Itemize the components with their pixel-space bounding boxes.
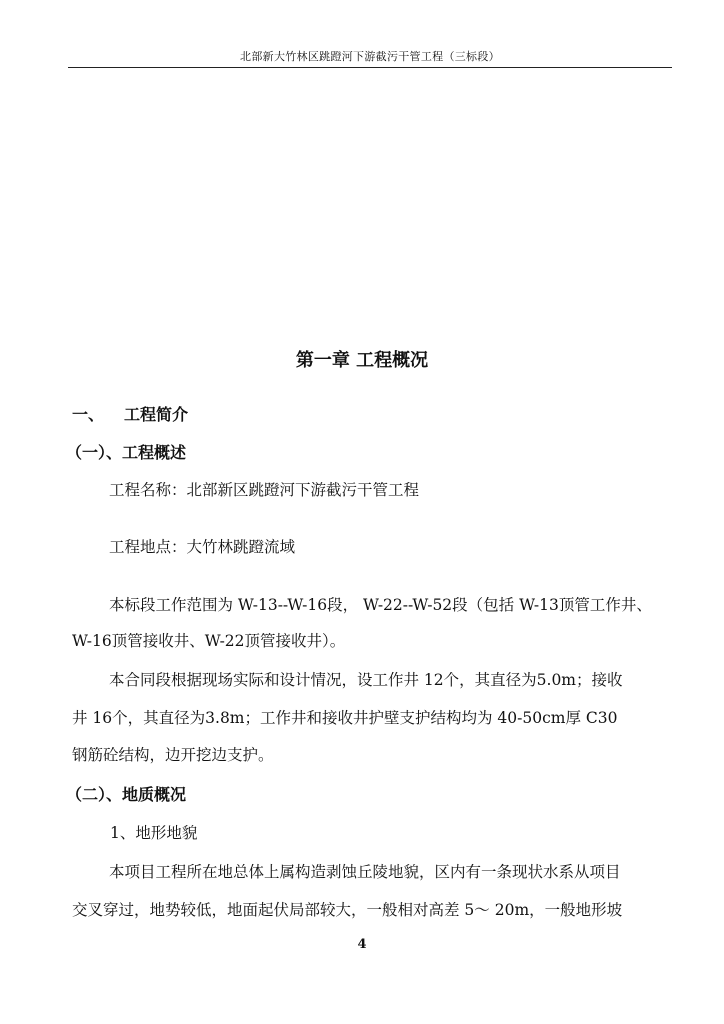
section-title: 工程简介 <box>124 405 189 424</box>
terrain-paragraph-line-2: 交叉穿过，地势较低，地面起伏局部较大，一般相对高差 5～ 20m，一般地形坡 <box>72 901 623 919</box>
section-heading <box>72 402 188 425</box>
project-name-line: 工程名称：北部新区跳蹬河下游截污干管工程 <box>109 481 420 499</box>
wells-paragraph-line-1: 本合同段根据现场实际和设计情况，设工作井 12个，其直径为5.0m；接收 <box>109 671 623 689</box>
subsection-heading-overview: （一）、工程概述 <box>66 443 187 462</box>
terrain-paragraph-line-1: 本项目工程所在地总体上属构造剥蚀丘陵地貌，区内有一条现状水系从项目 <box>109 863 621 881</box>
project-location-line: 工程地点：大竹林跳蹬流域 <box>109 538 296 556</box>
scope-paragraph-line-2: W-16顶管接收井、W-22顶管接收井）。 <box>72 632 346 650</box>
wells-paragraph-line-2: 井 16个，其直径为3.8m；工作井和接收井护壁支护结构均为 40-50cm厚 C30 <box>72 709 618 727</box>
scope-paragraph-line-1: 本标段工作范围为 W-13--W-16段， W-22--W-52段（包括 W-13顶管工作井、 <box>109 596 652 614</box>
section-number: 一、 <box>72 405 105 424</box>
page-header: 北部新大竹林区跳蹬河下游截污干管工程（三标段） <box>68 48 672 68</box>
terrain-heading: 1、地形地貌 <box>110 824 198 842</box>
chapter-title: 第一章 工程概况 <box>295 350 429 371</box>
wells-paragraph-line-3: 钢筋砼结构，边开挖边支护。 <box>72 746 274 764</box>
page-number: 4 <box>357 937 367 952</box>
subsection-heading-geology: （二）、地质概况 <box>66 785 187 804</box>
